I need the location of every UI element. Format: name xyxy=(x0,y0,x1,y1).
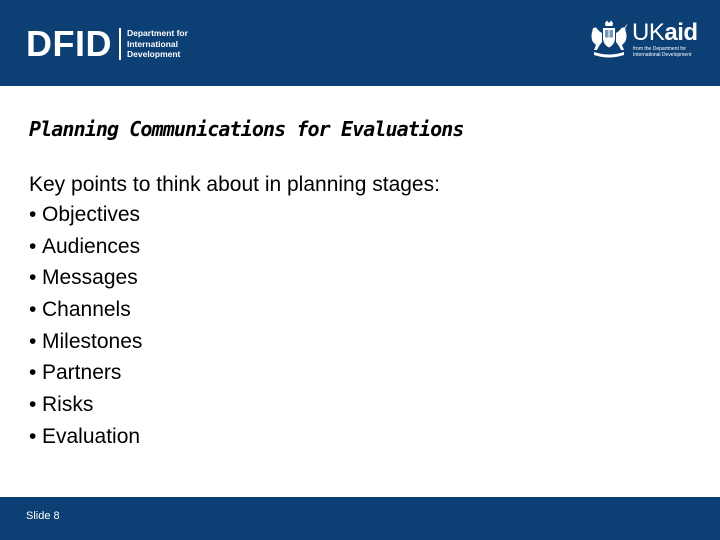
list-item xyxy=(29,202,142,234)
ukaid-aid-text: aid xyxy=(664,19,698,46)
list-item xyxy=(29,297,142,329)
list-item-text: Channels xyxy=(42,298,131,322)
slide-title: Planning Communications for Evaluations xyxy=(29,117,464,141)
bullet-dot: • xyxy=(29,203,37,226)
dfid-logo-word: DFID xyxy=(26,23,112,64)
dfid-logo-line: International xyxy=(127,38,179,49)
slide-number: Slide 8 xyxy=(26,510,60,522)
list-item-text: Objectives xyxy=(42,203,141,226)
list-item xyxy=(29,392,142,424)
bullet-dot: • xyxy=(29,234,37,258)
ukaid-tagline-line: International Development xyxy=(633,52,692,58)
ukaid-tagline xyxy=(633,46,703,58)
list-item xyxy=(29,234,142,266)
list-item-text: Milestones xyxy=(42,329,143,353)
list-item xyxy=(29,360,142,392)
slide-intro: Key points to think about in planning stages: xyxy=(29,173,440,196)
list-item-text: Evaluation xyxy=(42,424,141,448)
list-item-text: Partners xyxy=(42,361,122,385)
bullet-dot: • xyxy=(29,393,37,417)
dfid-logo-line: Development xyxy=(127,49,181,60)
bullet-dot: • xyxy=(29,424,37,448)
list-item xyxy=(29,265,142,297)
bullet-dot: • xyxy=(29,266,37,290)
dfid-logo-line: Department for xyxy=(127,28,188,39)
list-item xyxy=(29,329,142,361)
bullet-list xyxy=(29,202,142,456)
ukaid-uk-text: UK xyxy=(632,19,665,46)
ukaid-wordmark xyxy=(632,20,698,46)
list-item xyxy=(29,424,142,456)
ukaid-tagline-line: from the Department for xyxy=(633,46,687,52)
list-item-text: Audiences xyxy=(42,234,141,258)
dfid-logo xyxy=(26,23,188,64)
dfid-logo-subtitle xyxy=(127,28,188,60)
bullet-dot: • xyxy=(29,329,37,353)
footer-banner xyxy=(0,497,720,540)
list-item-text: Risks xyxy=(42,393,94,417)
dfid-logo-divider xyxy=(119,28,121,60)
list-item-text: Messages xyxy=(42,266,138,290)
ukaid-logo xyxy=(588,20,698,64)
royal-coat-of-arms-icon xyxy=(588,20,630,60)
header-banner xyxy=(0,0,720,86)
bullet-dot: • xyxy=(29,361,37,385)
bullet-dot: • xyxy=(29,298,37,322)
